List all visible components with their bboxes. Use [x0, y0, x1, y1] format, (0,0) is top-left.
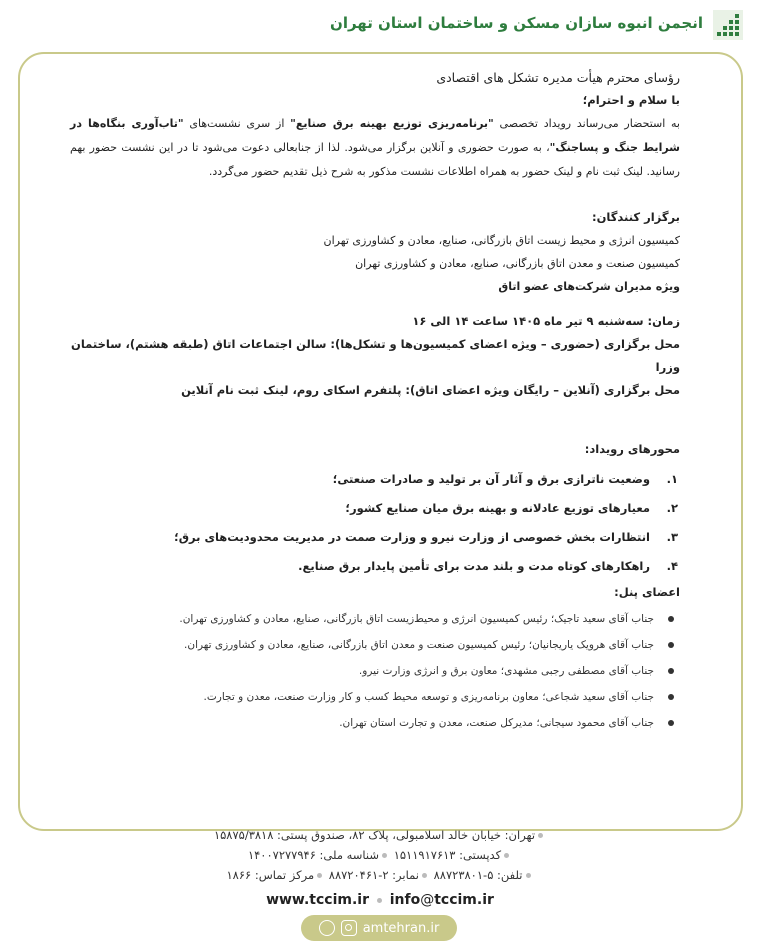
organization-name: انجمن انبوه سازان مسکن و ساختمان استان تهران [330, 14, 703, 32]
bullet-icon [504, 853, 509, 858]
list-item: ۴. راهکارهای کوتاه مدت و بلند مدت برای تأمین پایدار برق صنایع. [298, 559, 678, 573]
organizer-item: کمیسیون انرژی و محیط زیست اتاق بازرگانی، صنایع، معادن و کشاورزی تهران [323, 234, 680, 247]
list-item: جناب آقای سعید شجاعی؛ معاون برنامه‌ریزی و توسعه محیط کسب و کار وزارت صنعت، معدن و تجارت. [70, 684, 654, 710]
website-link[interactable]: www.tccim.ir [266, 892, 369, 908]
bullet-icon [538, 833, 543, 838]
event-time: زمان: سه‌شنبه ۹ تیر ماه ۱۴۰۵ ساعت ۱۴ الی ۱۶ [412, 314, 680, 328]
organization-logo-icon [713, 10, 743, 40]
list-item: ۲. معیارهای توزیع عادلانه و بهینه برق میان صنایع کشور؛ [345, 501, 678, 515]
globe-icon [319, 920, 335, 936]
bullet-icon [422, 873, 427, 878]
at-icon: @ [420, 892, 435, 908]
topics-list [70, 465, 680, 581]
letterhead [0, 0, 759, 48]
list-item: جناب آقای هرویک یاریجانیان؛ رئیس کمیسیون صنعت و معدن اتاق بازرگانی، صنایع، معادن و کشاورزی تهران. [70, 632, 654, 658]
intro-text-3: ، به صورت حضوری و آنلاین برگزار می‌شود. لذا از جنابعالی دعوت می‌شود تا در این نشست حضور بهم رسانید. لینک ثبت نام و لینک حضور به همراه اطلاعات نشست مذکور به شرح ذیل تقدیم حضور می‌گردد. [70, 141, 680, 178]
venue-online: محل برگزاری (آنلاین – رایگان ویژه اعضای اتاق): پلتفرم اسکای روم، لینک ثبت نام آنلاین [181, 383, 680, 397]
list-item: ۱. وضعیت ناترازی برق و آثار آن بر تولید و صادرات صنعتی؛ [332, 472, 678, 486]
intro-text-1: به استحضار می‌رساند رویداد تخصصی [493, 117, 680, 130]
addressee: رؤسای محترم هیأت مدیره تشکل های اقتصادی [436, 70, 680, 85]
intro-paragraph [70, 112, 680, 184]
intro-text-2: از سری نشست‌های [183, 117, 291, 130]
bullet-icon [377, 898, 382, 903]
venue-inperson: محل برگزاری (حضوری – ویژه اعضای کمیسیون‌ها و تشکل‌ها): سالن اجتماعات اتاق (طبقه هشتم)، ساختمان وزرا [71, 337, 680, 374]
instagram-icon [341, 920, 357, 936]
list-item: جناب آقای سعید تاجیک؛ رئیس کمیسیون انرژی و محیط‌زیست اتاق بازرگانی، صنایع، معادن و کشاورزی تهران. [70, 606, 654, 632]
audience-note: ویژه مدیران شرکت‌های عضو اتاق [498, 280, 680, 293]
panel-heading: اعضای پنل: [614, 585, 680, 599]
organizer-item: کمیسیون صنعت و معدن اتاق بازرگانی، صنایع، معادن و کشاورزی تهران [355, 257, 680, 270]
list-item: ۳. انتظارات بخش خصوصی از وزارت نیرو و وزارت صمت در مدیریت محدودیت‌های برق؛ [174, 530, 678, 544]
bullet-icon [382, 853, 387, 858]
greeting: با سلام و احترام؛ [582, 93, 680, 107]
footer-web [200, 892, 560, 908]
email-link[interactable]: info@tccim.ir [389, 892, 494, 908]
organizers-heading: برگزار کنندگان: [591, 210, 680, 224]
bullet-icon [526, 873, 531, 878]
bullet-icon [317, 873, 322, 878]
list-item: جناب آقای محمود سیجانی؛ مدیرکل صنعت، معدن و تجارت استان تهران. [70, 710, 654, 736]
event-title: "برنامه‌ریزی توزیع بهینه برق صنایع" [290, 117, 494, 130]
footer-ids: کدپستی: ۱۵۱۱۹۱۷۶۱۳ شناسه ملی: ۱۴۰۰۷۲۷۷۹۴۶ [120, 848, 640, 862]
footer [0, 828, 759, 949]
letter-body [70, 66, 680, 736]
topics-heading: محورهای رویداد: [584, 442, 680, 456]
panel-list [70, 606, 680, 736]
footer-address: تهران: خیابان خالد اسلامبولی، پلاک ۸۲، صندوق پستی: ۱۵۸۷۵/۳۸۱۸ [120, 828, 640, 842]
social-badge[interactable] [301, 915, 457, 941]
footer-contacts: تلفن: ۵-۸۸۷۲۳۸۰۱ نمابر: ۲-۸۸۷۲۰۴۶۱ مرکز تماس: ۱۸۶۶ [120, 868, 640, 882]
list-item: جناب آقای مصطفی رجبی مشهدی؛ معاون برق و انرژی وزارت نیرو. [70, 658, 654, 684]
social-handle: amtehran.ir [362, 920, 440, 936]
series-title: "تاب‌آوری بنگاه‌ها در شرایط جنگ و پساجنگ" [70, 117, 680, 154]
